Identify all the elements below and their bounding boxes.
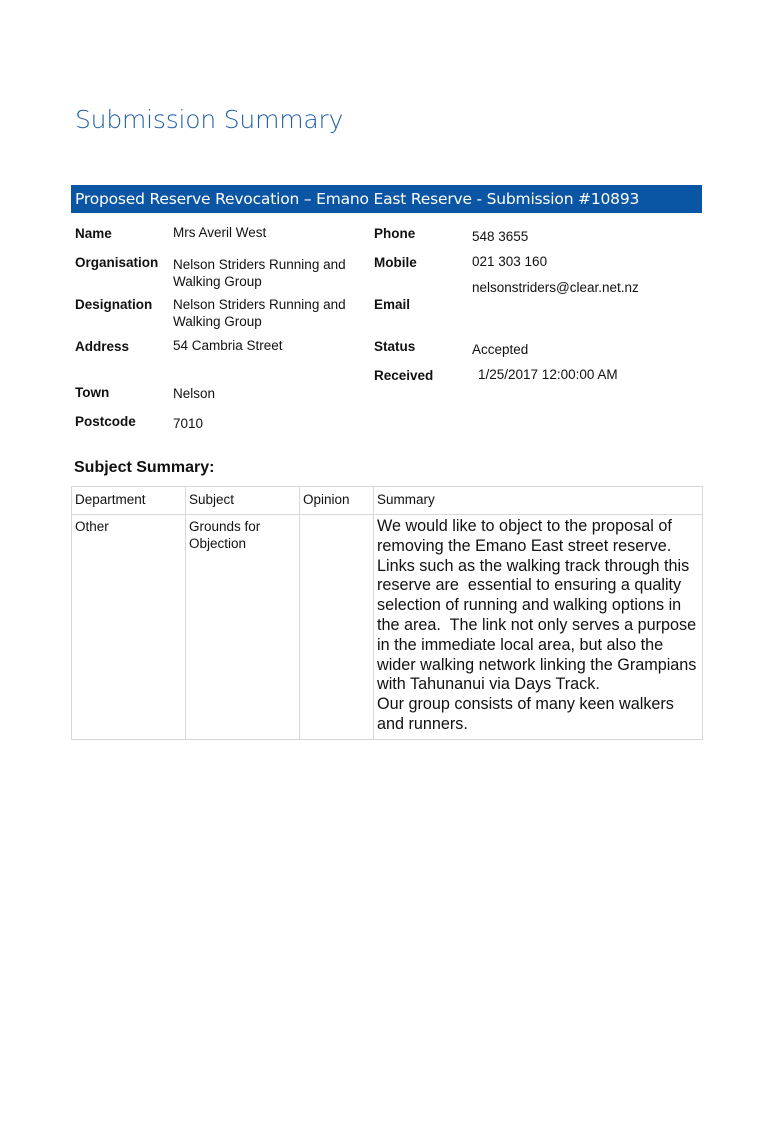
table-row (72, 515, 703, 740)
opinion-column-header: Opinion (300, 487, 374, 515)
address-label: Address (75, 339, 130, 354)
address-value: 54 Cambria Street (173, 338, 283, 353)
received-label: Received (374, 368, 434, 383)
town-value: Nelson (173, 386, 216, 401)
table-header-row (72, 487, 703, 515)
phone-value: 548 3655 (472, 229, 529, 244)
opinion-cell (300, 515, 374, 740)
town-label: Town (75, 385, 110, 400)
postcode-label: Postcode (75, 414, 136, 429)
name-label: Name (75, 226, 112, 241)
designation-value: Nelson Striders Running and Walking Group (173, 297, 346, 329)
summary-column-header: Summary (374, 487, 703, 515)
summary-cell: We would like to object to the proposal of removing the Emano East street reserve. Links such as the walking track through this reserve are essential to ensuring a quality selection of running and walking options in the area. The link not only serves a purpose in the immediate local area, but also the wider walking network linking the Grampians with Tahunanui via Days Track. Our group consists of many keen walkers and runners. (374, 515, 703, 740)
phone-label: Phone (374, 226, 416, 241)
status-label: Status (374, 339, 416, 354)
subject-cell: Grounds for Objection (186, 515, 300, 740)
subject-column-header: Subject (186, 487, 300, 515)
subject-summary-heading: Subject Summary: (74, 459, 215, 476)
received-value: 1/25/2017 12:00:00 AM (478, 367, 618, 382)
mobile-label: Mobile (374, 255, 417, 270)
postcode-value: 7010 (173, 416, 204, 431)
department-cell: Other (72, 515, 186, 740)
email-value: nelsonstriders@clear.net.nz (472, 280, 639, 295)
name-value: Mrs Averil West (173, 225, 267, 240)
submission-banner: Proposed Reserve Revocation – Emano East Reserve - Submission #10893 (71, 185, 702, 213)
status-value: Accepted (472, 342, 529, 357)
designation-label: Designation (75, 297, 153, 312)
page-title: Submission Summary (75, 105, 344, 134)
organisation-value: Nelson Striders Running and Walking Group (173, 257, 346, 289)
email-label: Email (374, 297, 411, 312)
mobile-value: 021 303 160 (472, 254, 548, 269)
organisation-label: Organisation (75, 255, 159, 270)
department-column-header: Department (72, 487, 186, 515)
subject-summary-table (71, 486, 703, 740)
